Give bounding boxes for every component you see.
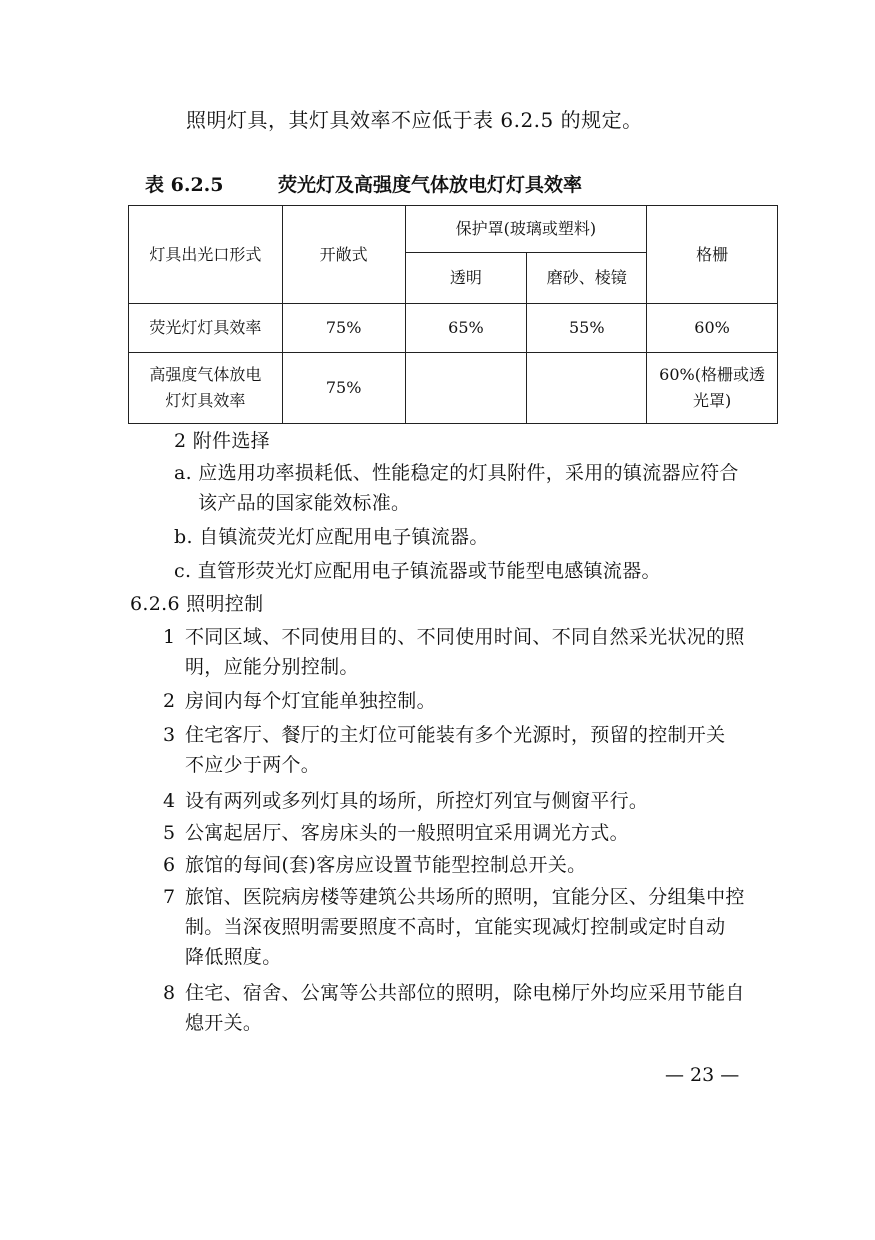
item-line: 降低照度。 — [185, 946, 282, 968]
item-number: 4 — [163, 790, 176, 812]
cell-frosted: 55% — [527, 304, 647, 353]
luminaire-efficiency-table — [128, 205, 778, 424]
table-row — [129, 353, 778, 424]
item-line: 公寓起居厅、客房床头的一般照明宜采用调光方式。 — [185, 822, 629, 844]
row-label-line: 高强度气体放电 — [149, 365, 262, 385]
cell-frosted — [527, 353, 647, 424]
cell-line: 光罩) — [692, 391, 732, 410]
table-title: 荧光灯及高强度气体放电灯灯具效率 — [278, 174, 583, 196]
item-line: 熄开关。 — [185, 1012, 263, 1034]
cell-transparent: 65% — [405, 304, 527, 353]
item-number: 7 — [163, 886, 176, 908]
table-row — [129, 304, 778, 353]
item-number: 3 — [163, 724, 176, 746]
item-line: 住宅、宿舍、公寓等公共部位的照明，除电梯厅外均应采用节能自 — [185, 982, 745, 1004]
cell-line: 60%(格栅或透 — [659, 365, 765, 385]
header-outlet-form: 灯具出光口形式 — [129, 206, 283, 304]
item-line: 旅馆、医院病房楼等建筑公共场所的照明，宜能分区、分组集中控 — [185, 886, 745, 908]
item-number: 1 — [163, 626, 176, 648]
row-label: 荧光灯灯具效率 — [129, 304, 283, 353]
list-item — [163, 786, 813, 818]
section-heading: 6.2.6 照明控制 — [130, 593, 264, 615]
list-item — [163, 978, 813, 1040]
list-item — [163, 720, 813, 782]
intro-paragraph: 照明灯具，其灯具效率不应低于表 6.2.5 的规定。 — [186, 108, 643, 132]
item-line: 明，应能分别控制。 — [185, 656, 359, 678]
item-number: 2 — [163, 690, 176, 712]
list-item — [163, 818, 813, 850]
header-protective-cover: 保护罩(玻璃或塑料) — [405, 206, 647, 253]
section-heading: 2 附件选择 — [174, 430, 270, 452]
list-item — [163, 882, 813, 974]
list-item: a. 应选用功率损耗低、性能稳定的灯具附件，采用的镇流器应符合 — [174, 462, 739, 484]
list-item — [163, 622, 813, 684]
accessory-selection-section — [174, 426, 814, 586]
item-line: 不应少于两个。 — [185, 754, 321, 776]
item-line: 不同区域、不同使用目的、不同使用时间、不同自然采光状况的照 — [185, 626, 745, 648]
item-line: 旅馆的每间(套)客房应设置节能型控制总开关。 — [185, 854, 587, 876]
cell-grille — [647, 353, 778, 424]
item-line: 制。当深夜照明需要照度不高时，宜能实现减灯控制或定时自动 — [185, 916, 726, 938]
header-grille: 格栅 — [647, 206, 778, 304]
list-item: c. 直管形荧光灯应配用电子镇流器或节能型电感镇流器。 — [174, 560, 661, 582]
header-open-type: 开敞式 — [282, 206, 405, 304]
table-header-row — [129, 206, 778, 253]
header-transparent: 透明 — [405, 253, 527, 304]
item-number: 5 — [163, 822, 176, 844]
list-item-continuation: 该产品的国家能效标准。 — [198, 492, 411, 514]
control-items-list — [163, 622, 813, 1040]
list-item — [163, 850, 813, 882]
item-line: 住宅客厅、餐厅的主灯位可能装有多个光源时，预留的控制开关 — [185, 724, 726, 746]
cell-grille: 60% — [647, 304, 778, 353]
list-item — [163, 686, 813, 718]
list-item: b. 自镇流荧光灯应配用电子镇流器。 — [174, 526, 489, 548]
item-line: 房间内每个灯宜能单独控制。 — [185, 690, 436, 712]
cell-transparent — [405, 353, 527, 424]
cell-open: 75% — [282, 353, 405, 424]
item-line: 设有两列或多列灯具的场所，所控灯列宜与侧窗平行。 — [185, 790, 649, 812]
item-number: 8 — [163, 982, 176, 1004]
row-label — [129, 353, 283, 424]
table-number: 表 6.2.5 — [145, 174, 224, 196]
page-number: — 23 — — [665, 1064, 740, 1086]
header-frosted-prism: 磨砂、棱镜 — [527, 253, 647, 304]
cell-open: 75% — [282, 304, 405, 353]
item-number: 6 — [163, 854, 176, 876]
row-label-line: 灯灯具效率 — [165, 391, 246, 410]
lighting-control-section — [130, 589, 810, 619]
